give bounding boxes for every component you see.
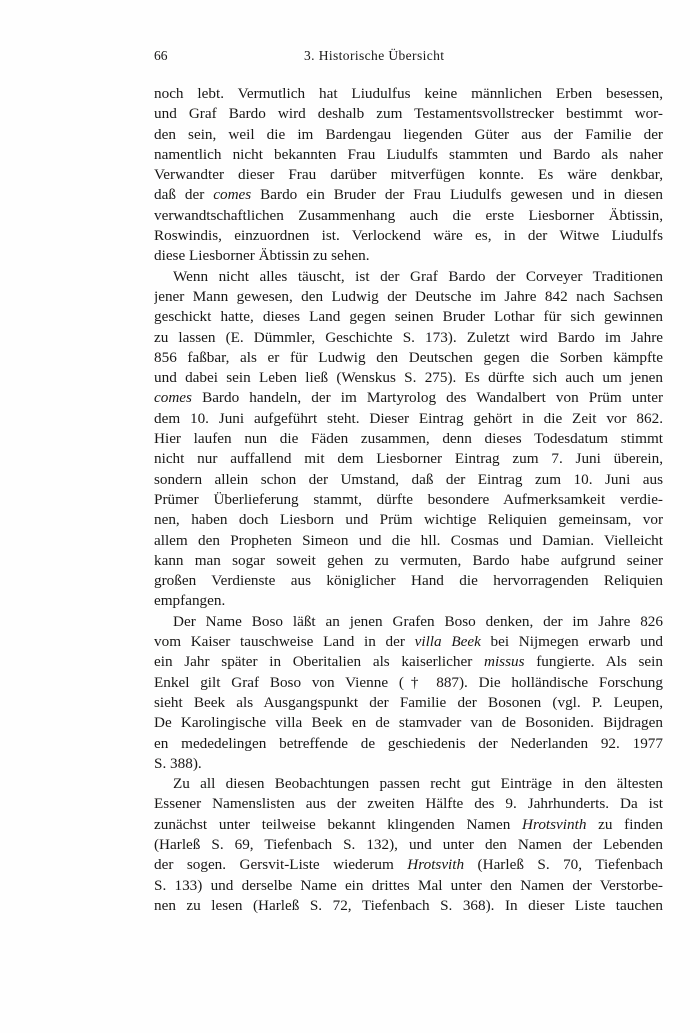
text-line xyxy=(154,388,663,408)
text-segment: Bardo handeln, der im Martyrolog des Wandalbert von Prüm unter xyxy=(191,389,663,407)
text-line xyxy=(154,470,663,490)
text-segment: Roswindis, einzuordnen ist. Verlockend wäre es, in der Witwe Liudulfs xyxy=(154,227,663,245)
text-segment: sieht Beek als Ausgangspunkt der Familie der Bosonen (vgl. P. Leupen, xyxy=(154,693,663,711)
text-line xyxy=(154,876,663,896)
text-segment: (Harleß S. 69, Tiefenbach S. 132), und unter den Namen der Lebenden xyxy=(154,835,663,853)
text-line xyxy=(154,368,663,388)
text-segment: der sogen. Gersvit-Liste wiederum xyxy=(154,856,408,874)
text-segment: nen, haben doch Liesborn und Prüm wichtige Reliquien gemeinsam, vor xyxy=(154,511,663,529)
text-segment: sondern allein schon der Umstand, daß der Eintrag zum 10. Juni aus xyxy=(154,470,663,488)
text-segment: dem 10. Juni aufgeführt steht. Dieser Eintrag gehört in die Zeit vor 862. xyxy=(154,409,663,427)
text-segment: großen Verdienste aus königlicher Hand die hervorragenden Reliquien xyxy=(154,572,663,590)
text-segment: Verwandter dieser Frau darüber mitverfügen konnte. Es wäre denkbar, xyxy=(154,166,663,184)
text-line xyxy=(154,855,663,875)
page-header xyxy=(154,48,663,66)
text-line xyxy=(154,510,663,530)
text-segment: bei Nijmegen erwarb und xyxy=(480,633,663,651)
italic-term: Hrotsvinth xyxy=(522,815,587,833)
paragraph xyxy=(154,612,663,774)
text-segment: nen zu lesen (Harleß S. 72, Tiefenbach S. 368). In dieser Liste tauchen xyxy=(154,896,663,914)
text-segment: Wenn nicht alles täuscht, ist der Graf Bardo der Corveyer Traditionen xyxy=(173,267,663,285)
text-line xyxy=(154,612,663,632)
text-segment: zu finden xyxy=(586,815,663,833)
text-segment: und Graf Bardo wird deshalb zum Testamentsvollstrecker bestimmt wor- xyxy=(154,105,663,123)
text-line xyxy=(154,409,663,429)
text-line xyxy=(154,125,663,145)
text-segment: kann man sogar soweit gehen zu vermuten, Bardo habe aufgrund seiner xyxy=(154,551,663,569)
text-line xyxy=(154,206,663,226)
text-line xyxy=(154,328,663,348)
text-segment: jener Mann gewesen, den Ludwig der Deutsche im Jahre 842 nach Sachsen xyxy=(154,287,663,305)
text-line xyxy=(154,734,663,754)
italic-term: comes xyxy=(213,186,252,204)
text-segment: S. 133) und derselbe Name ein drittes Mal unter den Namen der Verstorbe- xyxy=(154,876,663,894)
text-segment: Bardo ein Bruder der Frau Liudulfs gewesen und in diesen xyxy=(251,186,663,204)
text-line xyxy=(154,307,663,327)
paragraph xyxy=(154,774,663,916)
text-segment: daß der xyxy=(154,186,214,204)
text-line xyxy=(154,571,663,591)
text-line xyxy=(154,429,663,449)
text-segment: zunächst unter teilweise bekannt klingenden Namen xyxy=(154,815,523,833)
body-text xyxy=(154,84,663,916)
italic-term: Hrotsvith xyxy=(407,856,465,874)
italic-term: villa Beek xyxy=(414,633,481,651)
italic-term: missus xyxy=(483,653,525,671)
italic-term: comes xyxy=(154,389,192,407)
text-segment: fungierte. Als sein xyxy=(524,653,663,671)
text-line xyxy=(154,815,663,835)
text-segment: Prümer Überlieferung stammt, dürfte besondere Aufmerksamkeit verdie- xyxy=(154,490,663,508)
text-segment: verwandtschaftlichen Zusammenhang auch die erste Liesborner Äbtissin, xyxy=(154,206,663,224)
text-segment: den sein, weil die im Bardengau liegenden Güter aus der Familie der xyxy=(154,125,663,143)
text-line xyxy=(154,896,663,916)
text-line xyxy=(154,835,663,855)
text-line xyxy=(154,673,663,693)
text-segment: Essener Namenslisten aus der zweiten Hälfte des 9. Jahrhunderts. Da ist xyxy=(154,795,663,813)
text-line xyxy=(154,165,663,185)
text-segment: namentlich nicht bekannten Frau Liudulfs stammten und Bardo als naher xyxy=(154,145,663,163)
text-segment: en mededelingen betreffende de geschiedenis der Nederlanden 92. 1977 xyxy=(154,734,663,752)
text-segment: zu lassen (E. Dümmler, Geschichte S. 173). Zuletzt wird Bardo im Jahre xyxy=(154,328,663,346)
text-segment: geschickt hatte, dieses Land gegen seinen Bruder Lothar für sich gewinnen xyxy=(154,308,663,326)
text-segment: (Harleß S. 70, Tiefenbach xyxy=(464,856,663,874)
running-title: 3. Historische Übersicht xyxy=(304,48,445,63)
text-line xyxy=(154,490,663,510)
text-line xyxy=(154,104,663,124)
text-line xyxy=(154,551,663,571)
text-segment: ein Jahr später in Oberitalien als kaiserlicher xyxy=(154,653,484,671)
text-segment: De Karolingische villa Beek en de stamvader van de Bosoniden. Bijdragen xyxy=(154,714,663,732)
text-line xyxy=(154,84,663,104)
text-segment: S. 388). xyxy=(154,754,202,772)
text-segment: und dabei sein Leben ließ (Wenskus S. 275). Es dürfte sich auch um jenen xyxy=(154,369,663,387)
text-line xyxy=(154,449,663,469)
text-line xyxy=(154,591,663,611)
text-segment: 856 faßbar, als er für Ludwig den Deutschen gegen die Sorben kämpfte xyxy=(154,348,663,366)
text-line xyxy=(154,145,663,165)
text-segment: diese Liesborner Äbtissin zu sehen. xyxy=(154,247,370,265)
text-segment: noch lebt. Vermutlich hat Liudulfus keine männlichen Erben besessen, xyxy=(154,85,663,102)
text-line xyxy=(154,246,663,266)
text-segment: Zu all diesen Beobachtungen passen recht gut Einträge in den ältesten xyxy=(173,775,663,793)
text-line xyxy=(154,774,663,794)
page-number: 66 xyxy=(154,48,168,63)
text-segment: vom Kaiser tauschweise Land in der xyxy=(154,633,415,651)
paragraph xyxy=(154,84,663,267)
text-line xyxy=(154,632,663,652)
text-line xyxy=(154,652,663,672)
text-line xyxy=(154,713,663,733)
text-line xyxy=(154,531,663,551)
text-line xyxy=(154,348,663,368)
text-segment: allem den Propheten Simeon und die hll. Cosmas und Damian. Vielleicht xyxy=(154,531,663,549)
text-line xyxy=(154,794,663,814)
text-line xyxy=(154,754,663,774)
text-segment: empfangen. xyxy=(154,592,226,610)
text-line xyxy=(154,226,663,246)
text-line xyxy=(154,693,663,713)
text-line xyxy=(154,287,663,307)
text-segment: Der Name Boso läßt an jenen Grafen Boso denken, der im Jahre 826 xyxy=(173,612,663,630)
text-segment: nicht nur auffallend mit dem Liesborner Eintrag zum 7. Juni überein, xyxy=(154,450,663,468)
paragraph xyxy=(154,267,663,612)
text-segment: Enkel gilt Graf Boso von Vienne († 887). Die holländische Forschung xyxy=(154,673,663,691)
text-line xyxy=(154,185,663,205)
text-line xyxy=(154,267,663,287)
text-segment: Hier laufen nun die Fäden zusammen, denn dieses Todesdatum stimmt xyxy=(154,430,663,448)
